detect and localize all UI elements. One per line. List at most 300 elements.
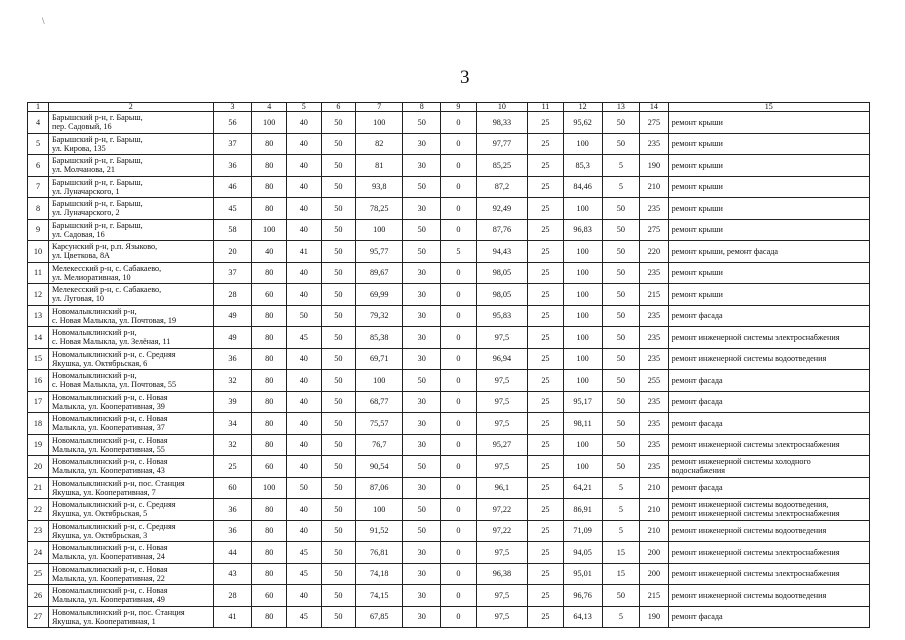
work-type-cell	[668, 456, 869, 478]
value-cell-col-4: 80	[252, 520, 287, 542]
value-cell-col-12: 86,91	[563, 499, 602, 521]
value-cell-col-11: 25	[528, 477, 564, 499]
value-cell-col-14: 235	[640, 434, 668, 456]
value-cell-col-5: 40	[286, 133, 321, 155]
address-line-1: Новомалыклинский р-н, с. Новая	[51, 586, 168, 596]
value-cell-col-7: 89,67	[356, 262, 403, 284]
address-line-1: Новомалыклинский р-н, пос. Станция	[51, 478, 185, 488]
value-cell-col-8: 30	[403, 198, 441, 220]
row-number-cell: 19	[28, 434, 49, 456]
value-cell-col-10: 94,43	[476, 241, 527, 263]
value-cell-col-9: 0	[441, 284, 477, 306]
address-line-2: ул. Луначарского, 1	[51, 186, 120, 196]
value-cell-col-6: 50	[321, 262, 356, 284]
value-cell-col-8: 50	[403, 176, 441, 198]
column-number-4: 4	[252, 103, 287, 112]
value-cell-col-10: 97,22	[476, 520, 527, 542]
value-cell-col-9: 0	[441, 348, 477, 370]
value-cell-col-3: 56	[213, 112, 252, 134]
column-number-8: 8	[403, 103, 441, 112]
value-cell-col-14: 235	[640, 413, 668, 435]
column-number-13: 13	[602, 103, 640, 112]
work-type-cell	[668, 348, 869, 370]
value-cell-col-13: 50	[602, 413, 640, 435]
value-cell-col-3: 44	[213, 542, 252, 564]
value-cell-col-8: 30	[403, 477, 441, 499]
value-cell-col-7: 95,77	[356, 241, 403, 263]
work-type-cell	[668, 413, 869, 435]
value-cell-col-13: 50	[602, 456, 640, 478]
value-cell-col-11: 25	[528, 413, 564, 435]
value-cell-col-11: 25	[528, 133, 564, 155]
value-cell-col-13: 50	[602, 585, 640, 607]
value-cell-col-7: 78,25	[356, 198, 403, 220]
value-cell-col-4: 80	[252, 391, 287, 413]
value-cell-col-7: 87,06	[356, 477, 403, 499]
value-cell-col-4: 80	[252, 198, 287, 220]
address-line-1: Новомалыклинский р-н, с. Новая	[51, 543, 168, 553]
value-cell-col-8: 50	[403, 112, 441, 134]
address-line-1: Барышский р-н, г. Барыш,	[51, 199, 143, 209]
work-type-line-1: ремонт инженерной системы электроснабжения	[671, 547, 840, 557]
address-line-1: Барышский р-н, г. Барыш,	[51, 220, 143, 230]
value-cell-col-6: 50	[321, 477, 356, 499]
address-cell	[48, 370, 213, 392]
value-cell-col-4: 80	[252, 176, 287, 198]
value-cell-col-8: 50	[403, 520, 441, 542]
row-number-cell: 4	[28, 112, 49, 134]
value-cell-col-9: 0	[441, 112, 477, 134]
value-cell-col-11: 25	[528, 520, 564, 542]
value-cell-col-14: 215	[640, 585, 668, 607]
row-number-cell: 12	[28, 284, 49, 306]
address-line-1: Новомалыклинский р-н, с. Новая	[51, 564, 168, 574]
address-cell	[48, 176, 213, 198]
value-cell-col-13: 50	[602, 370, 640, 392]
value-cell-col-8: 30	[403, 585, 441, 607]
address-cell	[48, 348, 213, 370]
value-cell-col-8: 50	[403, 456, 441, 478]
value-cell-col-13: 50	[602, 284, 640, 306]
work-type-cell	[668, 241, 869, 263]
value-cell-col-4: 80	[252, 563, 287, 585]
value-cell-col-11: 25	[528, 370, 564, 392]
column-number-11: 11	[528, 103, 564, 112]
address-line-1: Новомалыклинский р-н, с. Новая	[51, 414, 168, 424]
row-number-cell: 17	[28, 391, 49, 413]
work-type-line-1: ремонт инженерной системы электроснабжения	[671, 440, 840, 450]
value-cell-col-7: 76,81	[356, 542, 403, 564]
address-line-2: ул. Молчанова, 21	[51, 165, 115, 175]
value-cell-col-3: 25	[213, 456, 252, 478]
value-cell-col-7: 100	[356, 499, 403, 521]
value-cell-col-6: 50	[321, 499, 356, 521]
value-cell-col-6: 50	[321, 305, 356, 327]
table-row	[28, 112, 870, 134]
value-cell-col-13: 15	[602, 542, 640, 564]
value-cell-col-3: 36	[213, 348, 252, 370]
work-type-cell	[668, 391, 869, 413]
value-cell-col-10: 98,05	[476, 284, 527, 306]
address-line-1: Новомалыклинский р-н, с. Средняя	[51, 500, 176, 510]
value-cell-col-5: 40	[286, 585, 321, 607]
address-line-2: Якушка, ул. Октябрьская, 5	[51, 509, 148, 519]
value-cell-col-8: 30	[403, 348, 441, 370]
table-row	[28, 542, 870, 564]
table-row	[28, 348, 870, 370]
value-cell-col-7: 90,54	[356, 456, 403, 478]
value-cell-col-12: 100	[563, 348, 602, 370]
address-line-2: ул. Луговая, 10	[51, 294, 105, 304]
value-cell-col-6: 50	[321, 520, 356, 542]
address-cell	[48, 305, 213, 327]
work-type-line-1: ремонт инженерной системы водоотведения	[671, 526, 827, 536]
work-type-line-1: ремонт крыши	[671, 182, 723, 192]
address-line-1: Новомалыклинский р-н, с. Средняя	[51, 521, 176, 531]
value-cell-col-7: 74,15	[356, 585, 403, 607]
value-cell-col-13: 15	[602, 563, 640, 585]
value-cell-col-10: 98,05	[476, 262, 527, 284]
value-cell-col-12: 95,01	[563, 563, 602, 585]
value-cell-col-8: 30	[403, 305, 441, 327]
table-row	[28, 305, 870, 327]
work-type-line-1: ремонт крыши	[671, 225, 723, 235]
value-cell-col-5: 50	[286, 477, 321, 499]
address-cell	[48, 606, 213, 628]
row-number-cell: 25	[28, 563, 49, 585]
value-cell-col-13: 50	[602, 112, 640, 134]
value-cell-col-4: 80	[252, 434, 287, 456]
value-cell-col-12: 100	[563, 370, 602, 392]
value-cell-col-11: 25	[528, 585, 564, 607]
value-cell-col-11: 25	[528, 348, 564, 370]
row-number-cell: 22	[28, 499, 49, 521]
value-cell-col-4: 80	[252, 327, 287, 349]
value-cell-col-7: 81	[356, 155, 403, 177]
value-cell-col-11: 25	[528, 241, 564, 263]
address-line-2: Малыкла, ул. Кооперативная, 24	[51, 552, 165, 562]
value-cell-col-12: 100	[563, 198, 602, 220]
address-line-1: Карсунский р-н, р.п. Языково,	[51, 242, 158, 252]
value-cell-col-9: 0	[441, 370, 477, 392]
value-cell-col-3: 36	[213, 520, 252, 542]
address-cell	[48, 198, 213, 220]
work-type-line-1: ремонт крыши	[671, 160, 723, 170]
scan-mark: \	[42, 16, 45, 26]
value-cell-col-7: 79,32	[356, 305, 403, 327]
work-type-cell	[668, 262, 869, 284]
address-line-2: с. Новая Малыкла, ул. Почтовая, 55	[51, 380, 177, 390]
row-number-cell: 20	[28, 456, 49, 478]
value-cell-col-6: 50	[321, 348, 356, 370]
row-number-cell: 14	[28, 327, 49, 349]
value-cell-col-14: 235	[640, 348, 668, 370]
work-type-cell	[668, 284, 869, 306]
table-row	[28, 133, 870, 155]
value-cell-col-11: 25	[528, 305, 564, 327]
value-cell-col-6: 50	[321, 133, 356, 155]
value-cell-col-3: 28	[213, 284, 252, 306]
value-cell-col-5: 40	[286, 370, 321, 392]
table-row	[28, 241, 870, 263]
value-cell-col-9: 0	[441, 499, 477, 521]
table-row	[28, 284, 870, 306]
value-cell-col-13: 50	[602, 327, 640, 349]
value-cell-col-14: 190	[640, 606, 668, 628]
value-cell-col-6: 50	[321, 370, 356, 392]
value-cell-col-5: 40	[286, 176, 321, 198]
address-cell	[48, 112, 213, 134]
row-number-cell: 24	[28, 542, 49, 564]
address-line-2: Якушка, ул. Кооперативная, 1	[51, 616, 156, 626]
address-cell	[48, 413, 213, 435]
value-cell-col-7: 85,38	[356, 327, 403, 349]
value-cell-col-13: 50	[602, 198, 640, 220]
address-cell	[48, 262, 213, 284]
value-cell-col-11: 25	[528, 391, 564, 413]
value-cell-col-8: 50	[403, 219, 441, 241]
address-line-2: ул. Кирова, 135	[51, 143, 106, 153]
value-cell-col-4: 80	[252, 133, 287, 155]
value-cell-col-6: 50	[321, 563, 356, 585]
value-cell-col-8: 30	[403, 155, 441, 177]
value-cell-col-10: 87,76	[476, 219, 527, 241]
value-cell-col-13: 5	[602, 606, 640, 628]
address-line-2: Малыкла, ул. Кооперативная, 22	[51, 573, 165, 583]
value-cell-col-13: 5	[602, 499, 640, 521]
value-cell-col-9: 0	[441, 542, 477, 564]
address-cell	[48, 499, 213, 521]
value-cell-col-4: 80	[252, 305, 287, 327]
value-cell-col-13: 50	[602, 391, 640, 413]
value-cell-col-11: 25	[528, 456, 564, 478]
column-number-7: 7	[356, 103, 403, 112]
value-cell-col-5: 40	[286, 348, 321, 370]
value-cell-col-7: 75,57	[356, 413, 403, 435]
work-type-line-1: ремонт крыши	[671, 289, 723, 299]
value-cell-col-8: 30	[403, 606, 441, 628]
value-cell-col-14: 235	[640, 198, 668, 220]
address-line-2: Малыкла, ул. Кооперативная, 49	[51, 595, 165, 605]
value-cell-col-8: 30	[403, 542, 441, 564]
value-cell-col-4: 80	[252, 262, 287, 284]
value-cell-col-12: 96,83	[563, 219, 602, 241]
value-cell-col-3: 36	[213, 499, 252, 521]
column-number-9: 9	[441, 103, 477, 112]
value-cell-col-7: 91,52	[356, 520, 403, 542]
row-number-cell: 8	[28, 198, 49, 220]
value-cell-col-11: 25	[528, 542, 564, 564]
value-cell-col-4: 60	[252, 284, 287, 306]
value-cell-col-12: 84,46	[563, 176, 602, 198]
address-line-1: Новомалыклинский р-н,	[51, 371, 137, 381]
value-cell-col-11: 25	[528, 112, 564, 134]
address-cell	[48, 456, 213, 478]
value-cell-col-11: 25	[528, 434, 564, 456]
address-line-1: Новомалыклинский р-н, с. Новая	[51, 392, 168, 402]
value-cell-col-8: 30	[403, 327, 441, 349]
value-cell-col-5: 40	[286, 434, 321, 456]
value-cell-col-8: 50	[403, 370, 441, 392]
work-type-cell	[668, 112, 869, 134]
row-number-cell: 6	[28, 155, 49, 177]
value-cell-col-14: 200	[640, 563, 668, 585]
value-cell-col-12: 100	[563, 133, 602, 155]
value-cell-col-9: 0	[441, 133, 477, 155]
table-row	[28, 585, 870, 607]
value-cell-col-6: 50	[321, 456, 356, 478]
value-cell-col-11: 25	[528, 262, 564, 284]
address-cell	[48, 391, 213, 413]
value-cell-col-3: 49	[213, 305, 252, 327]
value-cell-col-4: 80	[252, 348, 287, 370]
value-cell-col-9: 0	[441, 413, 477, 435]
value-cell-col-4: 60	[252, 456, 287, 478]
work-type-cell	[668, 155, 869, 177]
value-cell-col-5: 40	[286, 112, 321, 134]
value-cell-col-5: 40	[286, 219, 321, 241]
value-cell-col-6: 50	[321, 434, 356, 456]
address-line-2: Малыкла, ул. Кооперативная, 55	[51, 444, 165, 454]
row-number-cell: 5	[28, 133, 49, 155]
address-line-2: ул. Цветкова, 8А	[51, 251, 110, 261]
row-number-cell: 15	[28, 348, 49, 370]
value-cell-col-12: 100	[563, 305, 602, 327]
address-line-2: ул. Луначарского, 2	[51, 208, 120, 218]
work-type-line-1: ремонт крыши	[671, 139, 723, 149]
value-cell-col-4: 80	[252, 155, 287, 177]
value-cell-col-9: 0	[441, 585, 477, 607]
value-cell-col-9: 0	[441, 434, 477, 456]
table-row	[28, 563, 870, 585]
row-number-cell: 11	[28, 262, 49, 284]
work-type-cell	[668, 477, 869, 499]
value-cell-col-4: 100	[252, 219, 287, 241]
value-cell-col-8: 50	[403, 499, 441, 521]
value-cell-col-7: 69,99	[356, 284, 403, 306]
value-cell-col-3: 36	[213, 155, 252, 177]
value-cell-col-13: 50	[602, 241, 640, 263]
row-number-cell: 10	[28, 241, 49, 263]
row-number-cell: 18	[28, 413, 49, 435]
work-type-cell	[668, 327, 869, 349]
work-type-cell	[668, 585, 869, 607]
table-row	[28, 413, 870, 435]
value-cell-col-14: 235	[640, 391, 668, 413]
value-cell-col-14: 210	[640, 477, 668, 499]
value-cell-col-12: 96,76	[563, 585, 602, 607]
value-cell-col-12: 100	[563, 434, 602, 456]
value-cell-col-4: 100	[252, 112, 287, 134]
address-line-1: Новомалыклинский р-н, с. Средняя	[51, 349, 176, 359]
value-cell-col-12: 85,3	[563, 155, 602, 177]
value-cell-col-5: 40	[286, 456, 321, 478]
column-number-1: 1	[28, 103, 49, 112]
address-cell	[48, 284, 213, 306]
value-cell-col-13: 50	[602, 262, 640, 284]
value-cell-col-10: 97,5	[476, 370, 527, 392]
value-cell-col-7: 100	[356, 112, 403, 134]
value-cell-col-8: 50	[403, 241, 441, 263]
value-cell-col-3: 28	[213, 585, 252, 607]
value-cell-col-10: 92,49	[476, 198, 527, 220]
value-cell-col-7: 76,7	[356, 434, 403, 456]
work-type-cell	[668, 219, 869, 241]
value-cell-col-8: 30	[403, 262, 441, 284]
value-cell-col-6: 50	[321, 284, 356, 306]
value-cell-col-3: 45	[213, 198, 252, 220]
value-cell-col-4: 60	[252, 585, 287, 607]
value-cell-col-11: 25	[528, 284, 564, 306]
value-cell-col-11: 25	[528, 176, 564, 198]
address-line-2: с. Новая Малыкла, ул. Зелёная, 11	[51, 337, 171, 347]
value-cell-col-14: 235	[640, 262, 668, 284]
work-type-line-1: ремонт фасада	[671, 483, 723, 493]
address-cell	[48, 563, 213, 585]
address-cell	[48, 585, 213, 607]
work-type-cell	[668, 176, 869, 198]
value-cell-col-5: 40	[286, 284, 321, 306]
work-type-line-1: ремонт инженерной системы электроснабжения	[671, 569, 840, 579]
column-number-14: 14	[640, 103, 668, 112]
address-line-1: Новомалыклинский р-н,	[51, 328, 137, 338]
value-cell-col-5: 40	[286, 499, 321, 521]
table-row	[28, 262, 870, 284]
table-row	[28, 434, 870, 456]
address-line-1: Новомалыклинский р-н, пос. Станция	[51, 607, 185, 617]
address-line-2: ул. Мелиоративная, 10	[51, 272, 131, 282]
value-cell-col-13: 5	[602, 155, 640, 177]
value-cell-col-3: 37	[213, 133, 252, 155]
page-number: 3	[460, 67, 470, 88]
value-cell-col-8: 30	[403, 133, 441, 155]
value-cell-col-14: 210	[640, 499, 668, 521]
value-cell-col-11: 25	[528, 499, 564, 521]
value-cell-col-6: 50	[321, 585, 356, 607]
table-body	[28, 112, 870, 628]
value-cell-col-9: 0	[441, 262, 477, 284]
value-cell-col-5: 45	[286, 327, 321, 349]
address-cell	[48, 219, 213, 241]
value-cell-col-6: 50	[321, 327, 356, 349]
value-cell-col-14: 215	[640, 284, 668, 306]
value-cell-col-5: 40	[286, 520, 321, 542]
value-cell-col-6: 50	[321, 542, 356, 564]
work-type-cell	[668, 198, 869, 220]
value-cell-col-12: 94,05	[563, 542, 602, 564]
table-row	[28, 456, 870, 478]
value-cell-col-7: 93,8	[356, 176, 403, 198]
address-line-2: Якушка, ул. Кооперативная, 7	[51, 487, 156, 497]
value-cell-col-5: 40	[286, 155, 321, 177]
work-type-line-1: ремонт крыши	[671, 268, 723, 278]
work-type-line-1: ремонт фасада	[671, 375, 723, 385]
value-cell-col-12: 100	[563, 241, 602, 263]
value-cell-col-6: 50	[321, 413, 356, 435]
value-cell-col-9: 0	[441, 606, 477, 628]
work-type-line-1: ремонт инженерной системы холодного	[671, 457, 811, 467]
value-cell-col-9: 0	[441, 155, 477, 177]
work-type-cell	[668, 542, 869, 564]
value-cell-col-9: 0	[441, 176, 477, 198]
column-number-6: 6	[321, 103, 356, 112]
value-cell-col-12: 64,21	[563, 477, 602, 499]
value-cell-col-3: 60	[213, 477, 252, 499]
value-cell-col-4: 100	[252, 477, 287, 499]
value-cell-col-5: 41	[286, 241, 321, 263]
value-cell-col-9: 0	[441, 305, 477, 327]
column-number-10: 10	[476, 103, 527, 112]
